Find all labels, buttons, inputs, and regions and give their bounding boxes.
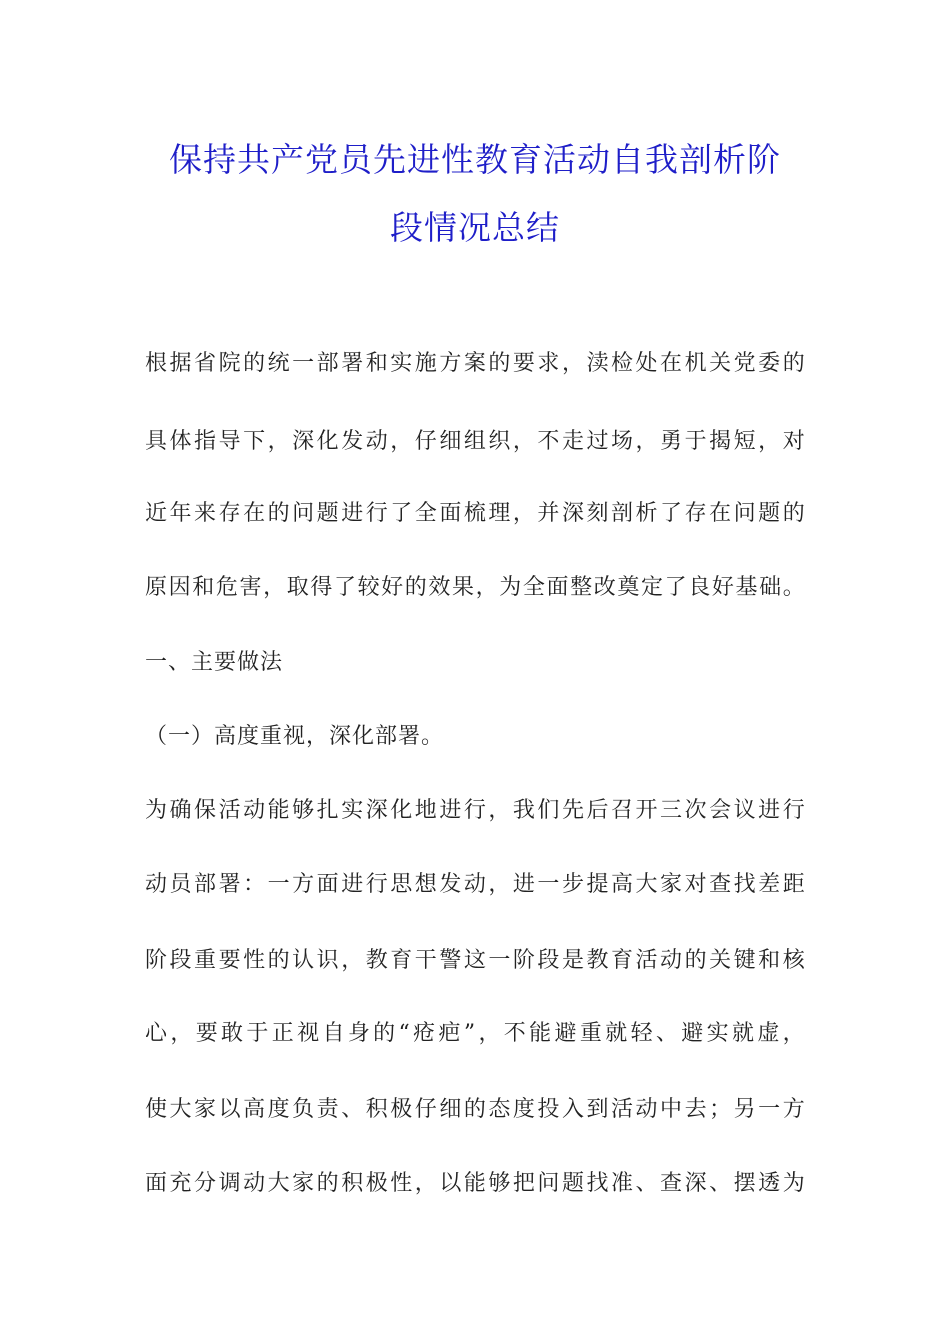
paragraph-2-line-3: 阶段重要性的认识，教育干警这一阶段是教育活动的关键和核: [145, 948, 805, 973]
subsection-heading: （一）高度重视，深化部署。: [145, 724, 445, 749]
paragraph-2-line-4: 心，要敢于正视自身的“疮疤”，不能避重就轻、避实就虚，: [145, 1021, 805, 1046]
paragraph-2-line-1: 为确保活动能够扎实深化地进行，我们先后召开三次会议进行: [145, 798, 805, 823]
document-title-line-2: 段情况总结: [390, 208, 560, 247]
document-title-line-1: 保持共产党员先进性教育活动自我剖析阶: [169, 140, 781, 179]
paragraph-2-line-2: 动员部署：一方面进行思想发动，进一步提高大家对查找差距: [145, 872, 805, 897]
paragraph-1-line-3: 近年来存在的问题进行了全面梳理，并深刻剖析了存在问题的: [145, 501, 805, 526]
paragraph-1-line-4: 原因和危害，取得了较好的效果，为全面整改奠定了良好基础。: [145, 575, 805, 600]
paragraph-2-line-5: 使大家以高度负责、积极仔细的态度投入到活动中去；另一方: [145, 1097, 805, 1122]
paragraph-1-line-2: 具体指导下，深化发动，仔细组织，不走过场，勇于揭短，对: [145, 429, 805, 454]
paragraph-2-line-6: 面充分调动大家的积极性，以能够把问题找准、查深、摆透为: [145, 1171, 805, 1196]
paragraph-1-line-1: 根据省院的统一部署和实施方案的要求，渎检处在机关党委的: [145, 351, 805, 376]
section-heading: 一、主要做法: [145, 650, 284, 675]
